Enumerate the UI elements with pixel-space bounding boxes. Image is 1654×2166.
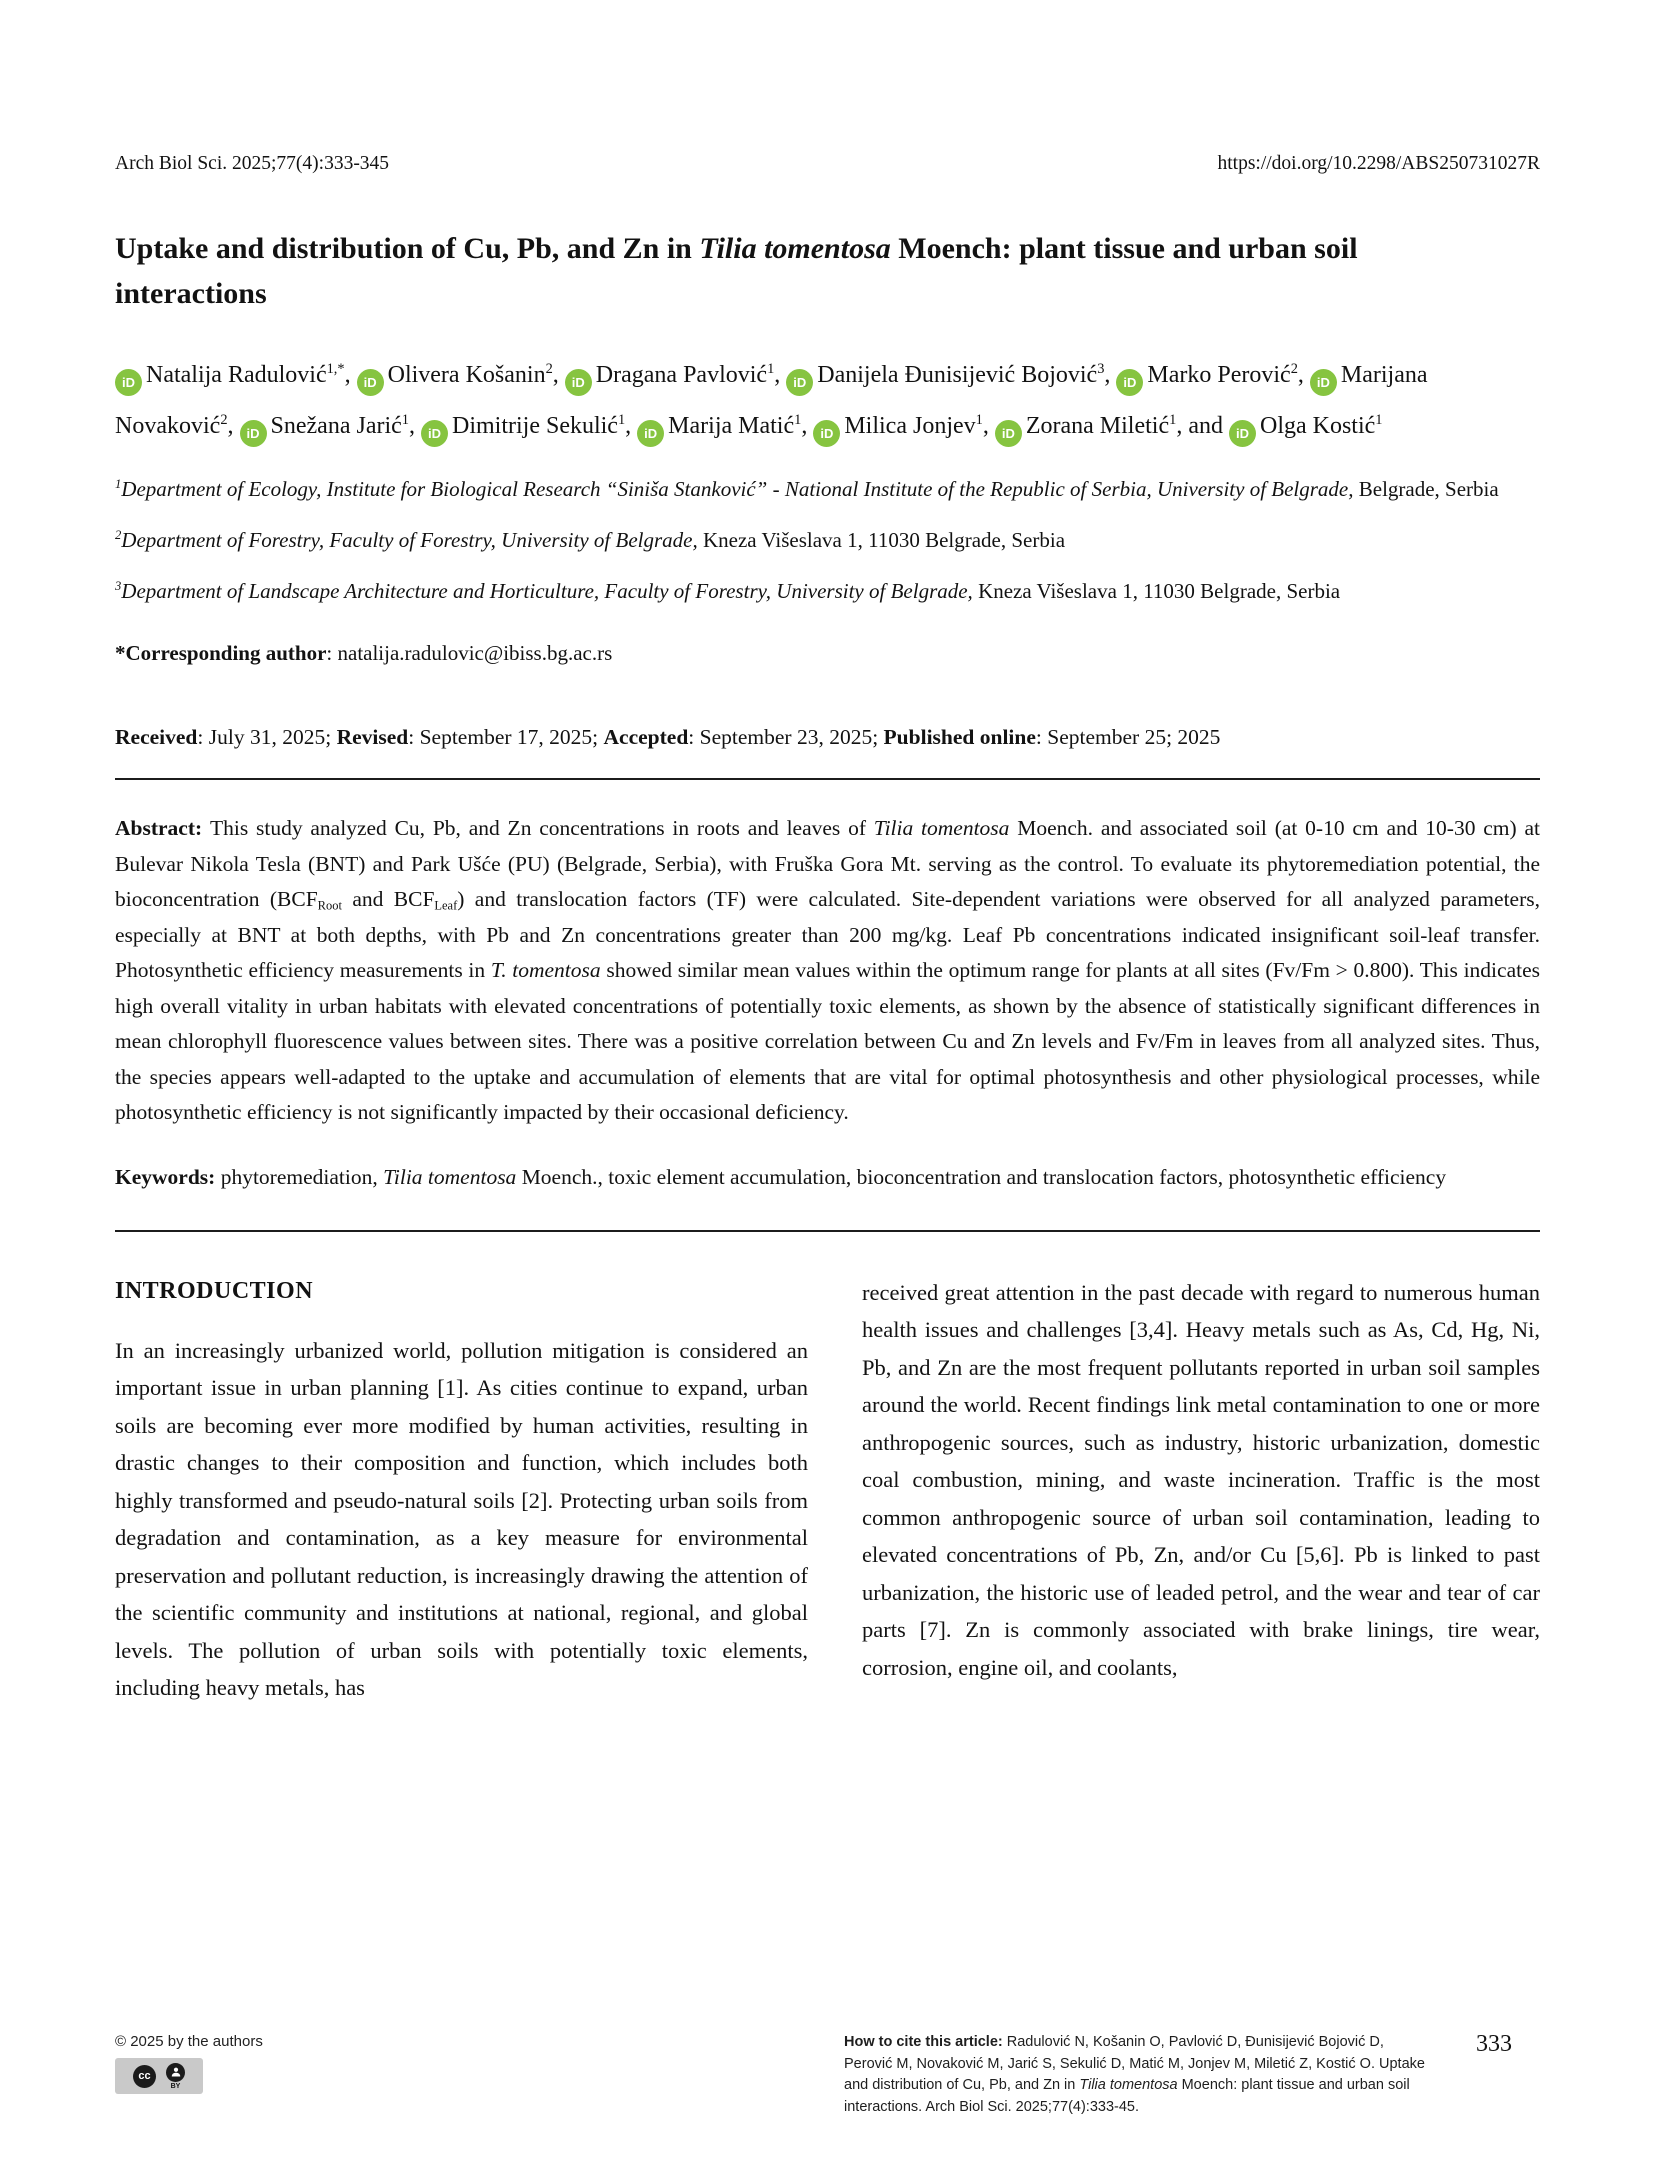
- intro-paragraph-left: In an increasingly urbanized world, pollution mitigation is considered an important issue in urban planning [1]. As cities continue to expand, urban soils are becoming ever more modified by human activities, resulting in drastic changes to their composition and function, which includes both highly transformed and pseudo-natural soils [2]. Protecting urban soils from degradation and contamination, as a key measure for environmental preservation and pollutant reduction, is increasingly drawing the attention of the scientific community and institutions at national, regional, and global levels. The pollution of urban soils with potentially toxic elements, including heavy metals, has: [115, 1337, 808, 1700]
- orcid-icon[interactable]: iD: [240, 420, 267, 447]
- text-run: ,: [552, 362, 565, 388]
- text-run: 2: [545, 361, 553, 377]
- text-run: ,: [625, 413, 638, 439]
- text-run: Abstract:: [115, 816, 210, 840]
- text-run: Tilia tomentosa: [699, 232, 891, 265]
- text-run: How to cite this article:: [844, 2034, 1007, 2050]
- page-header: [115, 0, 1540, 176]
- text-run: Moench: plant tissue and urban soil interactions: [115, 232, 1358, 310]
- text-run: ,: [1104, 362, 1117, 388]
- text-run: ,: [1297, 362, 1310, 388]
- orcid-icon[interactable]: iD: [995, 420, 1022, 447]
- cc-by-attribution: [166, 2063, 185, 2090]
- text-run: Kneza Višeslava 1, 11030 Belgrade, Serbia: [972, 579, 1341, 603]
- affiliation-3: [115, 574, 1540, 608]
- text-run: Moench., toxic element accumulation, bioconcentration and translocation factors, photosynthetic efficiency: [516, 1164, 1447, 1189]
- text-run: Snežana Jarić: [270, 413, 402, 439]
- text-run: :: [326, 641, 338, 665]
- text-run: 1: [1169, 412, 1177, 428]
- text-run: and BCF: [341, 887, 435, 911]
- text-run: Uptake and distribution of Cu, Pb, and Zn in: [115, 232, 700, 265]
- section-heading-introduction: INTRODUCTION: [115, 1277, 314, 1304]
- divider-bottom: [115, 1230, 1540, 1232]
- text-run: Published online: [883, 725, 1036, 749]
- article-title: [115, 226, 1515, 316]
- orcid-icon[interactable]: iD: [421, 420, 448, 447]
- orcid-icon[interactable]: iD: [115, 369, 142, 396]
- text-run: : September 25; 2025: [1035, 725, 1221, 749]
- text-run: Department of Forestry, Faculty of Forestry, University of Belgrade,: [121, 528, 698, 552]
- text-run: Moench. and associated soil (at 0-10 cm and 10-30 cm) at Bulevar Nikola Tesla (BNT) and Park Ušće (PU) (Belgrade, Serbia), with Fruška Gora Mt. serving as the control. To evaluate its phytoremediation potential, the bioconcentration (BCF: [115, 816, 1540, 911]
- text-run: Department of Landscape Architecture and Horticulture, Faculty of Forestry, University of Belgrade,: [121, 579, 973, 603]
- text-run: Natalija Radulović: [146, 362, 327, 388]
- orcid-icon[interactable]: iD: [565, 369, 592, 396]
- text-run: Zorana Miletić: [1025, 413, 1170, 439]
- text-run: T. tomentosa: [490, 958, 601, 982]
- text-run: Radulović N, Košanin O, Pavlović D, Đunisijević Bojović D, Perović M, Novaković M, Jarić S, Sekulić D, Matić M, Jonjev M, Miletić Z, Kostić O. Uptake and distribution of Cu, Pb, and Zn in: [844, 2034, 1425, 2093]
- intro-paragraph-right: received great attention in the past decade with regard to numerous human health issues and challenges [3,4]. Heavy metals such as As, Cd, Hg, Ni, Pb, and Zn are the most frequent pollutants reported in urban soil samples around the world. Recent findings link metal contamination to one or more anthropogenic sources, such as industry, historic urbanization, domestic coal combustion, mining, and waste incineration. Traffic is the most common anthropogenic source of urban soil contamination, leading to elevated concentrations of Pb, Zn, and/or Cu [5,6]. Pb is linked to past urbanization, the historic use of leaded petrol, and the wear and tear of car parts [7]. Zn is commonly associated with brake linings, tire wear, corrosion, engine oil, and coolants,: [862, 1279, 1540, 1680]
- corresponding-author: [115, 636, 1540, 670]
- text-run: 1: [975, 412, 983, 428]
- affiliations: [115, 472, 1540, 608]
- text-run: Milica Jonjev: [844, 413, 976, 439]
- text-run: 2: [220, 412, 228, 428]
- footer-left: [115, 2032, 395, 2094]
- person-icon: [166, 2063, 185, 2082]
- text-run: 1: [115, 477, 122, 491]
- doi-link[interactable]: https://doi.org/10.2298/ABS250731027R: [1217, 153, 1540, 174]
- email-link[interactable]: natalija.radulovic@ibiss.bg.ac.rs: [337, 641, 613, 665]
- text-run: Revised: [336, 725, 409, 749]
- cc-icon-label: cc: [138, 2070, 151, 2082]
- text-run: Dragana Pavlović: [595, 362, 768, 388]
- text-run: 1: [794, 412, 802, 428]
- divider-top: [115, 778, 1540, 780]
- text-run: Tilia tomentosa: [1079, 2077, 1178, 2093]
- text-run: Keywords:: [115, 1164, 221, 1189]
- affiliation-1: [115, 472, 1540, 506]
- right-column: [862, 1274, 1540, 1707]
- page-content: [115, 0, 1540, 1707]
- copyright-notice: © 2025 by the authors: [115, 2033, 263, 2050]
- text-run: Olivera Košanin: [387, 362, 546, 388]
- author-list: [115, 350, 1540, 452]
- text-run: 1: [767, 361, 775, 377]
- text-run: Kneza Višeslava 1, 11030 Belgrade, Serbia: [697, 528, 1066, 552]
- orcid-icon[interactable]: iD: [1310, 369, 1337, 396]
- text-run: Accepted: [603, 725, 689, 749]
- text-run: ) and translocation factors (TF) were calculated. Site-dependent variations were observed for all analyzed parameters, especially at BNT at both depths, with Pb and Zn concentrations greater than 200 mg/kg. Leaf Pb concentrations indicated insignificant soil-leaf transfer. Photosynthetic efficiency measurements in: [115, 887, 1540, 982]
- text-run: Marijana Novaković: [115, 362, 1428, 439]
- text-run: , and: [1176, 413, 1229, 439]
- by-label: BY: [170, 2082, 181, 2090]
- body-columns: [115, 1274, 1540, 1707]
- text-run: : July 31, 2025;: [197, 725, 337, 749]
- text-run: ,: [774, 362, 787, 388]
- abstract: [115, 811, 1540, 1131]
- orcid-icon[interactable]: iD: [813, 420, 840, 447]
- cc-icon: [133, 2065, 156, 2088]
- text-run: 2: [1290, 361, 1298, 377]
- text-run: Received: [115, 725, 198, 749]
- text-run: *Corresponding author: [115, 641, 327, 665]
- text-run: Leaf: [434, 898, 458, 913]
- text-run: 2: [115, 528, 122, 542]
- text-run: Marija Matić: [668, 413, 795, 439]
- orcid-icon[interactable]: iD: [786, 369, 813, 396]
- orcid-icon[interactable]: iD: [1116, 369, 1143, 396]
- text-run: ,: [801, 413, 814, 439]
- keywords: [115, 1160, 1540, 1195]
- text-run: phytoremediation,: [220, 1164, 384, 1189]
- page-footer: [115, 2032, 1540, 2118]
- text-run: Department of Ecology, Institute for Biological Research “Siniša Stanković” - National Institute of the Republic of Serbia, University of Belgrade,: [121, 477, 1354, 501]
- text-run: Marko Perović: [1147, 362, 1291, 388]
- text-run: Tilia tomentosa: [383, 1164, 517, 1189]
- text-run: 1: [617, 412, 626, 428]
- journal-citation: Arch Biol Sci. 2025;77(4):333-345: [115, 153, 390, 174]
- text-run: 3: [1097, 361, 1105, 377]
- text-run: Dimitrije Sekulić: [451, 413, 618, 439]
- text-run: ,: [982, 413, 995, 439]
- affiliation-2: [115, 523, 1540, 557]
- orcid-icon[interactable]: iD: [637, 420, 664, 447]
- text-run: Root: [317, 898, 342, 913]
- text-run: 1: [1375, 412, 1383, 428]
- text-run: Tilia tomentosa: [873, 816, 1010, 840]
- left-column: [115, 1274, 808, 1707]
- text-run: Danijela Đunisijević Bojović: [817, 362, 1098, 388]
- orcid-icon[interactable]: iD: [357, 369, 384, 396]
- cc-by-license-badge[interactable]: [115, 2058, 203, 2094]
- text-run: ,: [408, 413, 421, 439]
- text-run: 1,*: [326, 361, 345, 377]
- text-run: : September 17, 2025;: [408, 725, 604, 749]
- text-run: Moench: plant tissue and urban soil interactions. Arch Biol Sci. 2025;77(4):333-45.: [844, 2077, 1410, 2115]
- orcid-icon[interactable]: iD: [1229, 420, 1256, 447]
- text-run: 1: [401, 412, 409, 428]
- text-run: ,: [344, 362, 357, 388]
- text-run: Belgrade, Serbia: [1353, 477, 1499, 501]
- text-run: ,: [227, 413, 240, 439]
- article-dates: [115, 720, 1540, 754]
- text-run: This study analyzed Cu, Pb, and Zn concentrations in roots and leaves of: [209, 816, 874, 840]
- page-number: 333: [1476, 2031, 1512, 2057]
- text-run: Olga Kostić: [1259, 413, 1376, 439]
- text-run: 3: [115, 579, 122, 593]
- text-run: showed similar mean values within the optimum range for plants at all sites (Fv/Fm > 0.800). This indicates high overall vitality in urban habitats with elevated concentrations of potentially toxic elements, as shown by the absence of statistically significant differences in mean chlorophyll fluorescence values between sites. There was a positive correlation between Cu and Zn levels and Fv/Fm in leaves from all analyzed sites. Thus, the species appears well-adapted to the uptake and accumulation of elements that are vital for optimal photosynthesis and other physiological processes, while photosynthetic efficiency is not significantly impacted by their occasional deficiency.: [115, 958, 1540, 1124]
- text-run: : September 23, 2025;: [688, 725, 884, 749]
- citation-note: [844, 2032, 1432, 2118]
